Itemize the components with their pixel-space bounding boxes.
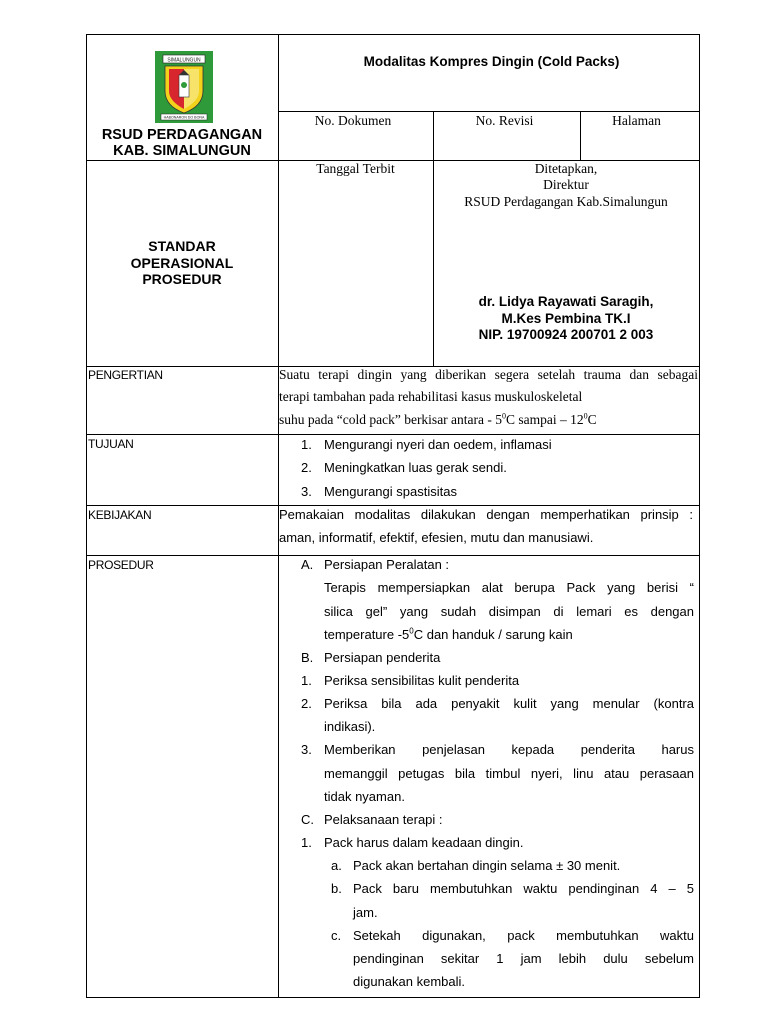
logo-banner-text: SIMALUNGUN [167, 57, 201, 64]
section-a-line3 [324, 627, 573, 642]
degree-sup-1: 0 [502, 411, 507, 421]
ditetapkan-text: Ditetapkan, [534, 161, 598, 176]
cb-num: b. [331, 881, 342, 896]
cb-line1: Pack baru membutuhkan waktu pendinginan 4 – 5 [353, 881, 694, 896]
section-a-title: Persiapan Peralatan : [324, 557, 450, 572]
document-title: Modalitas Kompres Dingin (Cold Packs) [363, 54, 620, 69]
section-a-line3-a: temperature -5 [324, 627, 410, 642]
cc-num: c. [331, 928, 342, 943]
signatory-title: M.Kes Pembina TK.I [501, 310, 631, 326]
section-a-num: A. [301, 557, 314, 572]
tujuan-item-1-num: 1. [301, 437, 312, 452]
kebijakan-line2: aman, informatif, efektif, efesien, mutu dan manusiawi. [279, 530, 594, 545]
b3-line2: memanggil petugas bila timbul nyeri, linu atau perasaan [324, 766, 694, 781]
ca-text: Pack akan bertahan dingin selama ± 30 menit. [353, 858, 621, 873]
pengertian-line3 [279, 412, 597, 428]
hospital-name [86, 127, 278, 159]
cc-line1: Setekah digunakan, pack membutuhkan waktu [353, 928, 694, 943]
signatory-nip: NIP. 19700924 200701 2 003 [478, 327, 654, 342]
b1-text: Periksa sensibilitas kulit penderita [324, 673, 520, 688]
b3-line3: tidak nyaman. [324, 789, 405, 804]
hospital-name-line2: KAB. SIMALUNGUN [113, 143, 251, 159]
table-border-bottom [86, 997, 700, 998]
kebijakan-line1: Pemakaian modalitas dilakukan dengan memperhatikan prinsip : [279, 507, 693, 522]
degree-sup-2: 0 [583, 411, 588, 421]
b3-line1: Memberikan penjelasan kepada penderita harus [324, 742, 694, 757]
pengertian-line3-c: C [587, 412, 597, 427]
hospital-logo [155, 51, 213, 123]
kebijakan-label: KEBIJAKAN [88, 508, 152, 522]
section-c-title: Pelaksanaan terapi : [324, 812, 443, 827]
direktur-text: Direktur [543, 177, 589, 192]
c1-num: 1. [301, 835, 312, 850]
tujuan-item-1: Mengurangi nyeri dan oedem, inflamasi [324, 437, 552, 452]
section-a-line1: Terapis mempersiapkan alat berupa Pack yang berisi “ [324, 580, 694, 595]
b3-num: 3. [301, 742, 312, 757]
kebijakan-row-bottom [86, 555, 700, 556]
tujuan-item-2: Meningkatkan luas gerak sendi. [324, 460, 507, 475]
tanggal-terbit-label: Tanggal Terbit [316, 161, 395, 176]
tujuan-row-bottom [86, 505, 700, 506]
b2-line2: indikasi). [324, 719, 376, 734]
section-a-line3-b: C dan handuk / sarung kain [413, 627, 573, 642]
table-border-right [699, 34, 700, 998]
pengertian-line1: Suatu terapi dingin yang diberikan segera setelah trauma dan sebagai [279, 367, 698, 382]
degree-sup-3: 0 [409, 626, 414, 636]
no-dokumen-label: No. Dokumen [314, 113, 392, 128]
b1-num: 1. [301, 673, 312, 688]
section-b-num: B. [301, 650, 314, 665]
tujuan-item-3: Mengurangi spastisitas [324, 484, 457, 499]
cb-line2: jam. [353, 905, 378, 920]
prosedur-label: PROSEDUR [88, 558, 154, 572]
hospital-name-line1: RSUD PERDAGANGAN [101, 127, 263, 143]
pengertian-line3-b: C sampai – 12 [506, 412, 584, 427]
pengertian-line2: terapi tambahan pada rehabilitasi kasus muskuloskeletal [279, 389, 583, 404]
rsud-text: RSUD Perdagangan Kab.Simalungun [464, 194, 668, 209]
pengertian-line3-a: suhu pada “cold pack” berkisar antara - 5 [279, 412, 503, 427]
halaman-label: Halaman [612, 113, 661, 128]
header-row-divider [278, 111, 700, 112]
sop-label [86, 238, 278, 288]
c1-text: Pack harus dalam keadaan dingin. [324, 835, 524, 850]
table-border-left [86, 34, 87, 998]
tujuan-item-3-num: 3. [301, 484, 312, 499]
section-c-num: C. [301, 812, 314, 827]
tujuan-label: TUJUAN [88, 437, 134, 451]
b2-line1: Periksa bila ada penyakit kulit yang menular (kontra [324, 696, 694, 711]
sop-line1: STANDAR [148, 238, 216, 254]
cc-line2: pendinginan sekitar 1 jam lebih dulu sebelum [353, 951, 694, 966]
signatory-name: dr. Lidya Rayawati Saragih, [478, 294, 654, 309]
section-a-line2: silica gel” yang sudah disimpan di lemari es dengan [324, 604, 694, 619]
pengertian-label: PENGERTIAN [88, 368, 163, 382]
section-b-title: Persiapan penderita [324, 650, 441, 665]
sop-line3: PROSEDUR [142, 271, 222, 287]
cc-line3: digunakan kembali. [353, 974, 466, 989]
ca-num: a. [331, 858, 342, 873]
sop-line2: OPERASIONAL [130, 254, 234, 271]
pengertian-row-bottom [86, 434, 700, 435]
table-border-top [86, 34, 700, 35]
b2-num: 2. [301, 696, 312, 711]
no-revisi-label: No. Revisi [475, 113, 534, 128]
logo-motto-text: HABONARON DO BONA [163, 115, 205, 120]
tujuan-item-2-num: 2. [301, 460, 312, 475]
signatory-block [433, 294, 699, 344]
